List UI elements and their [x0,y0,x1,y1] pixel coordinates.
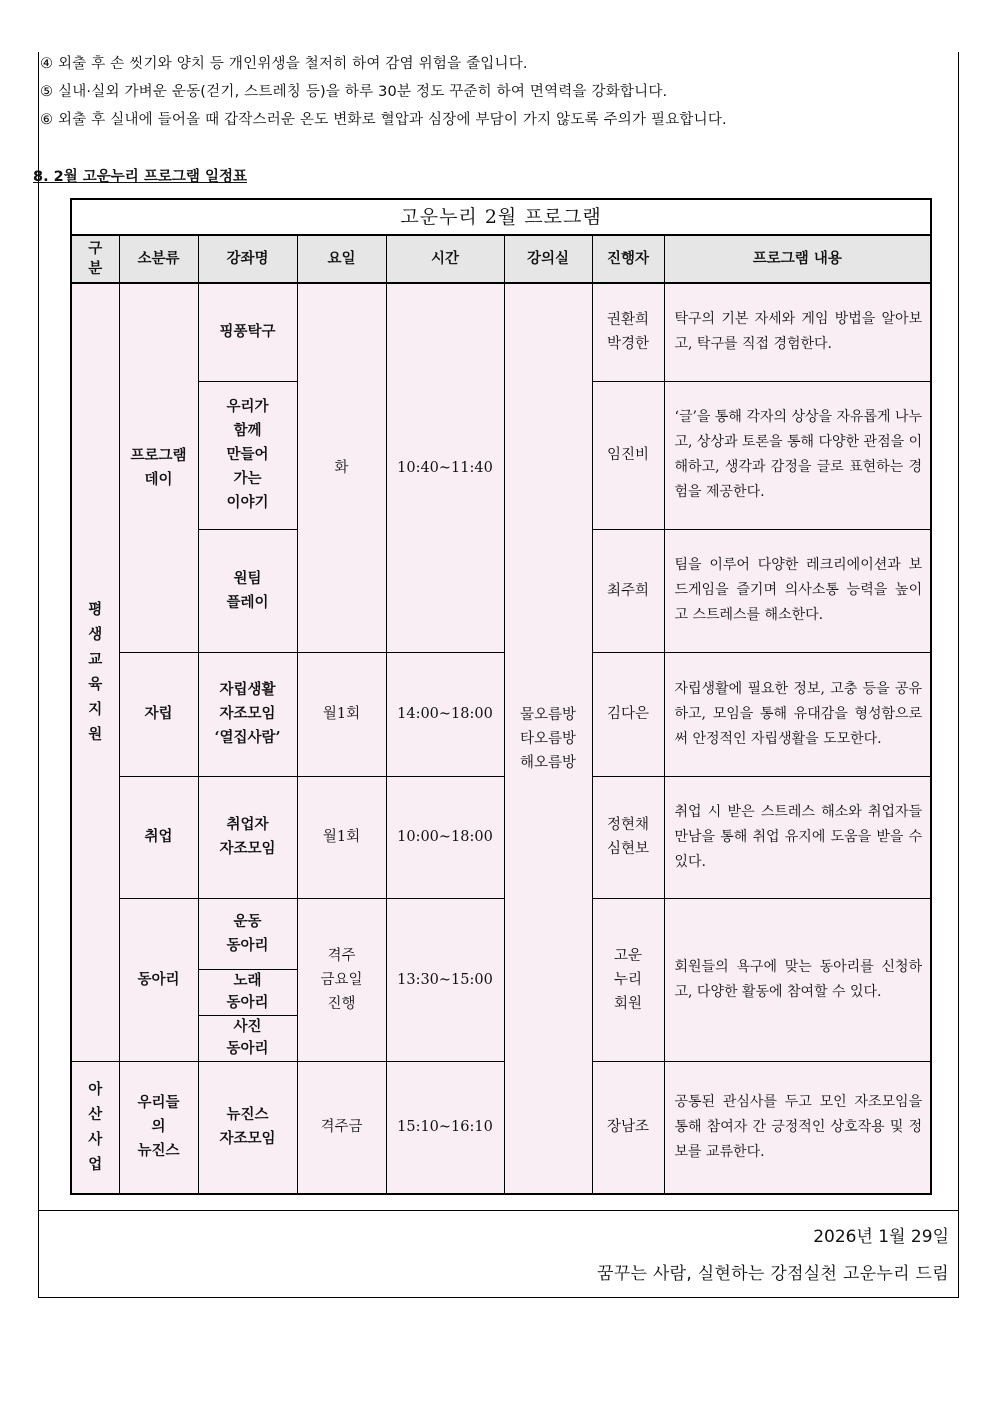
table-row [71,898,931,969]
room-all: 물오름방 타오름방 해오름방 [504,283,592,1194]
header-content: 프로그램 내용 [664,235,931,283]
bullet-hygiene: ④ 외출 후 손 씻기와 양치 등 개인위생을 철저히 하여 감염 위험을 줄입니다. [40,56,528,72]
table-row [71,283,931,381]
subcategory-employment: 취업 [119,776,198,898]
content-club: 회원들의 욕구에 맞는 동아리를 신청하고, 다양한 활동에 참여할 수 있다. [664,898,931,1061]
table-row [71,1061,931,1194]
header-course: 강좌명 [198,235,297,283]
leader-club: 고운 누리 회원 [592,898,664,1061]
day-program-day: 화 [297,283,386,652]
footer-signature: 꿈꾸는 사람, 실현하는 강점실천 고운누리 드림 [597,1264,949,1284]
content-newjeans: 공통된 관심사를 두고 모인 자조모임을 통해 참여자 간 긍정적인 상호작용 및 정보를 교류한다. [664,1061,931,1194]
group-asan: 아 산 사 업 [71,1061,119,1194]
course-club-exercise: 운동 동아리 [198,898,297,969]
section-title: 8. 2월 고운누리 프로그램 일정표 [33,169,247,185]
course-club-singing: 노래 동아리 [198,969,297,1015]
course-club-photo: 사진 동아리 [198,1015,297,1061]
course-independence: 자립생활 자조모임 ‘열집사람’ [198,652,297,776]
day-club: 격주 금요일 진행 [297,898,386,1061]
subcategory-independence: 자립 [119,652,198,776]
table-row [71,776,931,898]
leader-newjeans: 장남조 [592,1061,664,1194]
course-oneteam: 원팀 플레이 [198,529,297,652]
table-header-row [71,235,931,283]
table-title: 고운누리 2월 프로그램 [71,199,931,235]
footer-date: 2026년 1월 29일 [813,1227,949,1247]
day-employment: 월1회 [297,776,386,898]
content-pingpong: 탁구의 기본 자세와 게임 방법을 알아보고, 탁구를 직접 경험한다. [664,283,931,381]
leader-independence: 김다은 [592,652,664,776]
program-schedule-table [70,198,932,1195]
time-program-day: 10:40~11:40 [386,283,504,652]
header-day: 요일 [297,235,386,283]
header-time: 시간 [386,235,504,283]
table-row [71,652,931,776]
content-story: ‘글’을 통해 각자의 상상을 자유롭게 나누고, 상상과 토론을 통해 다양한 관점을 이해하고, 생각과 감정을 글로 표현하는 경험을 제공한다. [664,381,931,529]
content-oneteam: 팀을 이루어 다양한 레크리에이션과 보드게임을 즐기며 의사소통 능력을 높이고 스트레스를 해소한다. [664,529,931,652]
course-pingpong: 핑퐁탁구 [198,283,297,381]
subcategory-newjeans: 우리들 의 뉴진스 [119,1061,198,1194]
footer-divider [38,1210,959,1211]
time-newjeans: 15:10~16:10 [386,1061,504,1194]
time-independence: 14:00~18:00 [386,652,504,776]
header-room: 강의실 [504,235,592,283]
course-employment: 취업자 자조모임 [198,776,297,898]
course-story: 우리가 함께 만들어 가는 이야기 [198,381,297,529]
content-independence: 자립생활에 필요한 정보, 고충 등을 공유하고, 모임을 통해 유대감을 형성함으로써 안정적인 자립생활을 도모한다. [664,652,931,776]
day-independence: 월1회 [297,652,386,776]
header-subcategory: 소분류 [119,235,198,283]
header-category: 구 분 [71,235,119,283]
day-newjeans: 격주금 [297,1061,386,1194]
bullet-temperature: ⑥ 외출 후 실내에 들어올 때 갑작스러운 온도 변화로 혈압과 심장에 부담이 가지 않도록 주의가 필요합니다. [40,112,727,128]
bullet-exercise: ⑤ 실내·실외 가벼운 운동(걷기, 스트레칭 등)을 하루 30분 정도 꾸준히 하여 면역력을 강화합니다. [40,84,668,100]
group-lifelong: 평 생 교 육 지 원 [71,283,119,1061]
course-newjeans: 뉴진스 자조모임 [198,1061,297,1194]
leader-pingpong: 권환희 박경한 [592,283,664,381]
leader-oneteam: 최주희 [592,529,664,652]
leader-story: 임진비 [592,381,664,529]
content-employment: 취업 시 받은 스트레스 해소와 취업자들 만남을 통해 취업 유지에 도움을 받을 수 있다. [664,776,931,898]
subcategory-program-day: 프로그램 데이 [119,283,198,652]
time-employment: 10:00~18:00 [386,776,504,898]
subcategory-club: 동아리 [119,898,198,1061]
time-club: 13:30~15:00 [386,898,504,1061]
leader-employment: 정현채 심현보 [592,776,664,898]
header-leader: 진행자 [592,235,664,283]
